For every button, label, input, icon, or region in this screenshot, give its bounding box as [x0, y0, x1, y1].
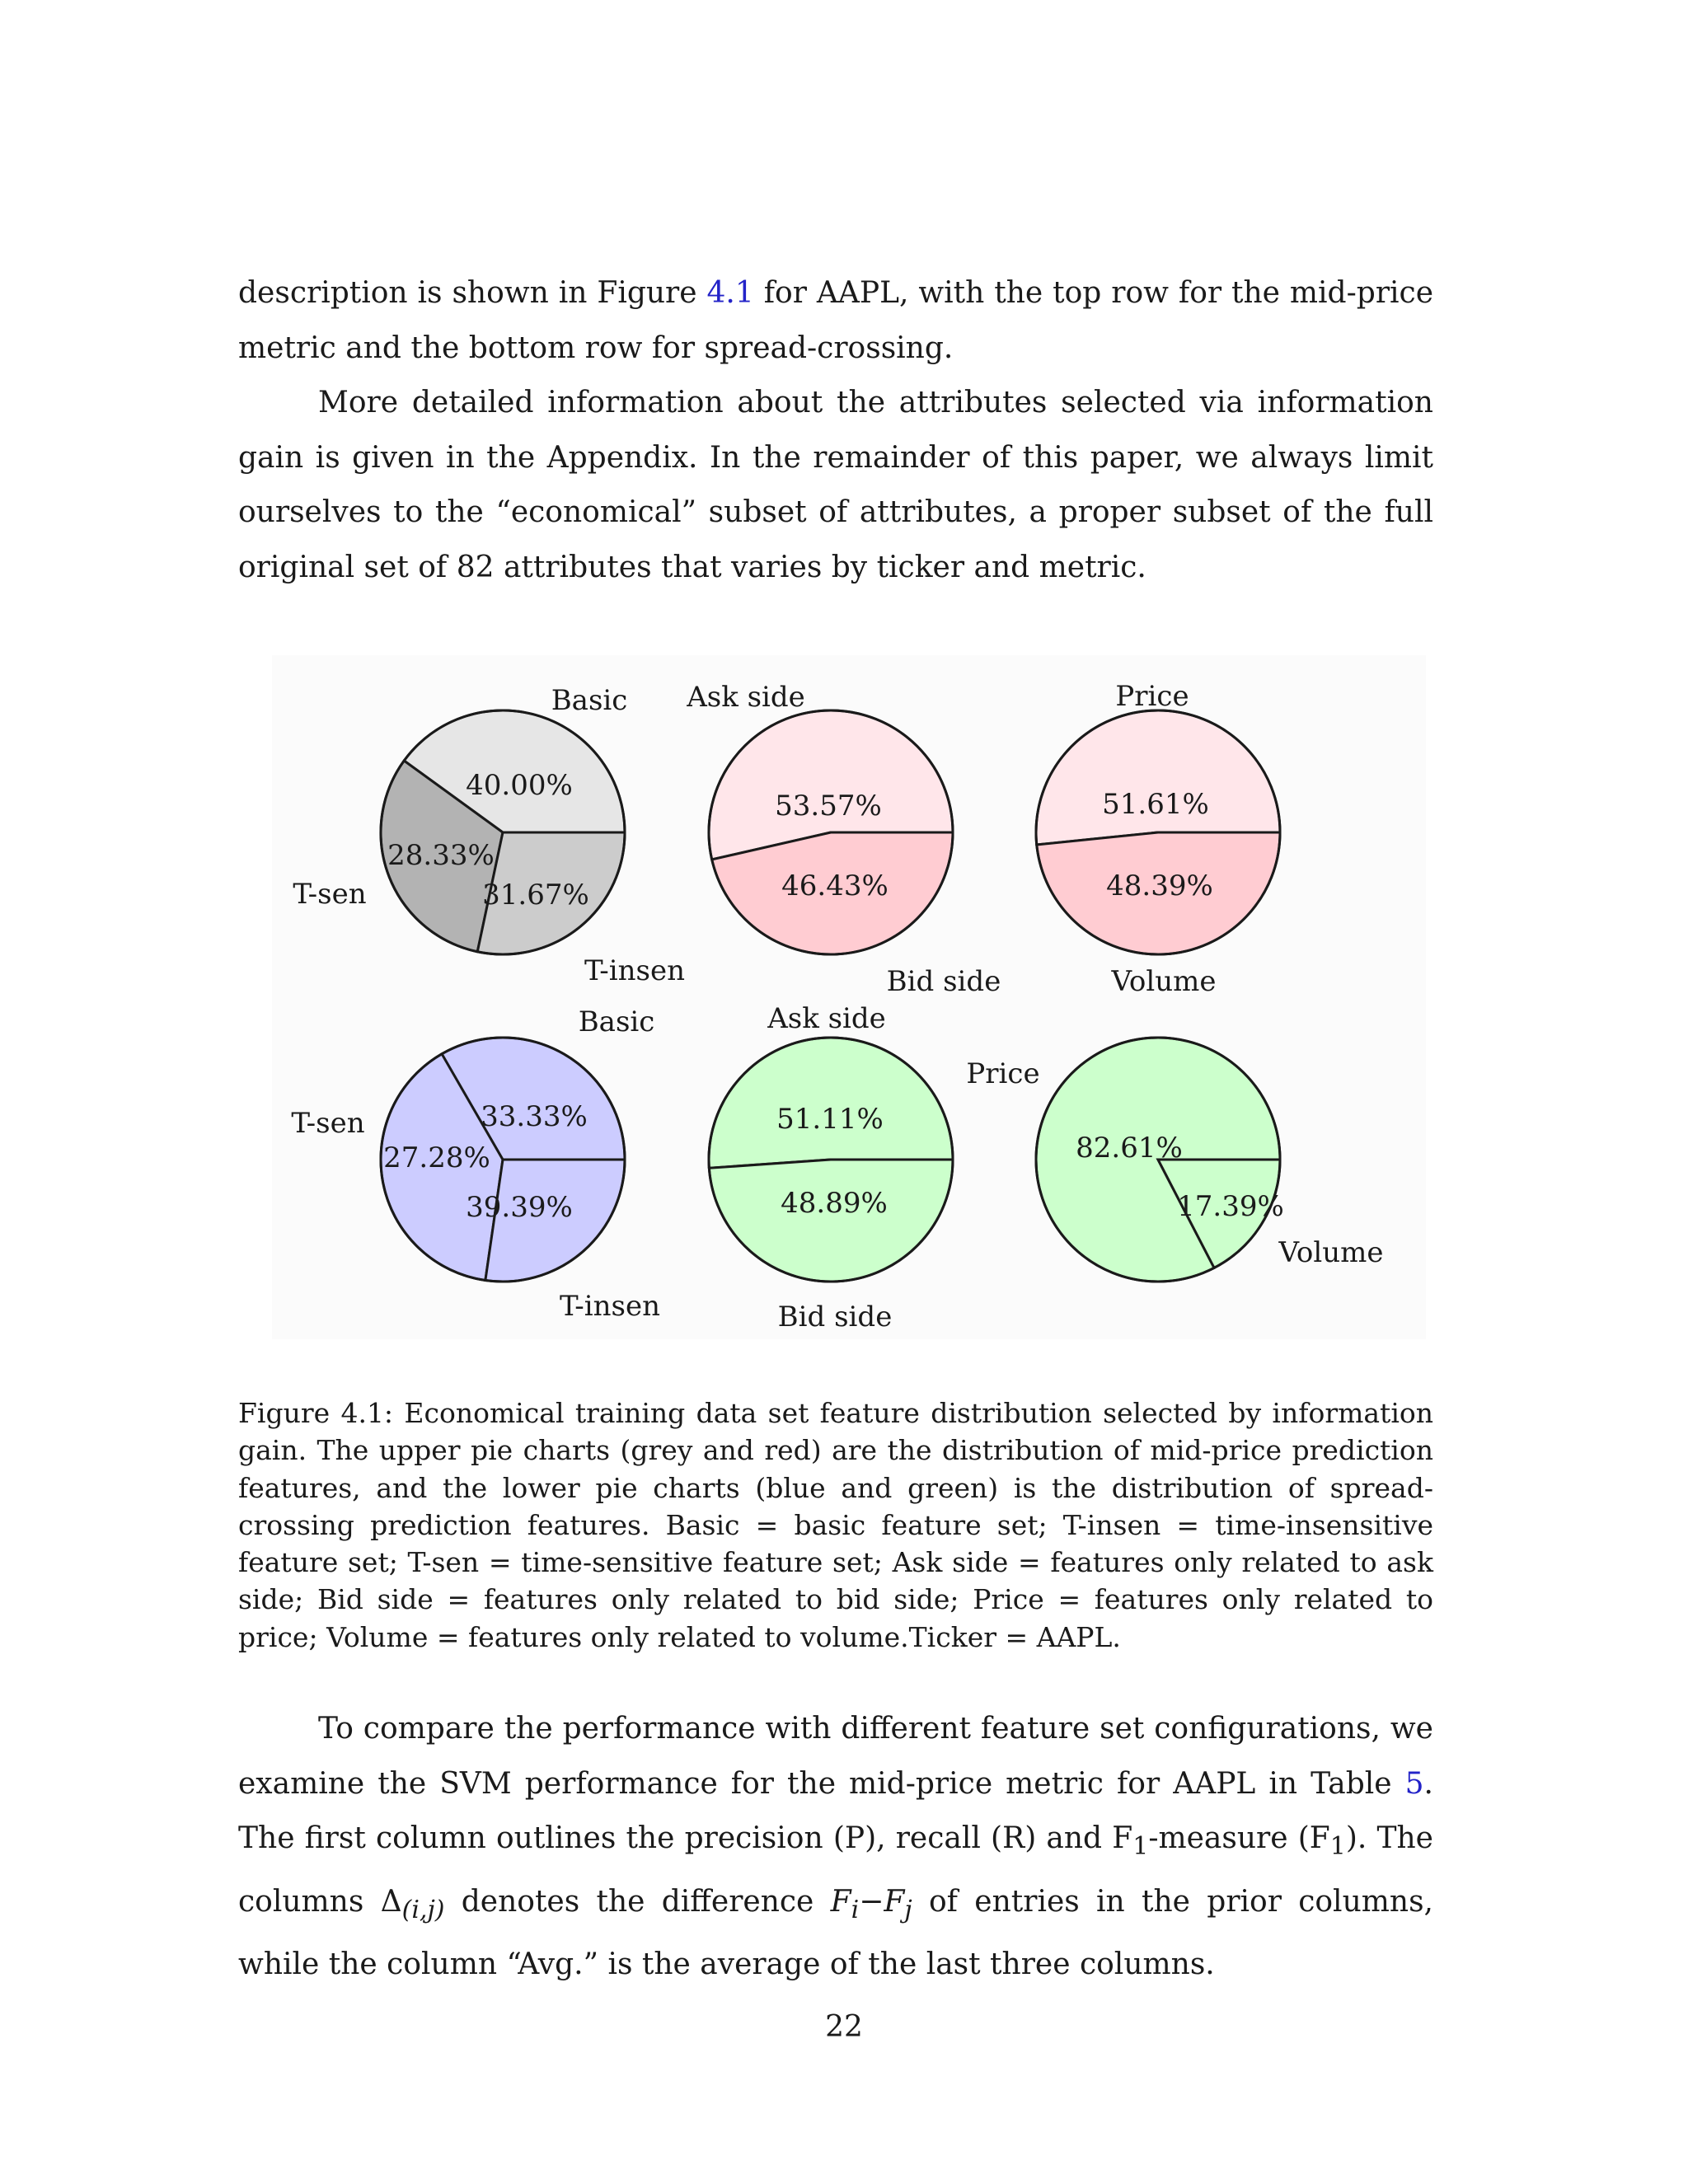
pie-value-label: 48.39%	[1106, 869, 1213, 902]
pie-category-label: T-sen	[291, 1107, 365, 1140]
caption-text: Economical training data set feature distribution selected by information gain. The upper pie charts (grey and red) are the distribution of mid-price prediction features, and the lower pie charts (blue and green) is the distribution of spread-crossing prediction features. Basic = basic feature set; T-insen = time-insensitive feature set; T-sen = time-sensitive feature set; Ask side = features only related to ask side; Bid side = features only related to bid side; Price = features only related to price; Volume = features only related to volume.Ticker = AAPL.	[238, 1397, 1433, 1653]
pie-category-label: Volume	[1278, 1236, 1384, 1269]
pie-value-label: 31.67%	[482, 879, 589, 912]
pie-category-label: Bid side	[886, 965, 1001, 998]
pie-category-label: Basic	[551, 684, 628, 717]
pie-value-label: 27.28%	[383, 1141, 490, 1174]
pie-slice-bid-side	[709, 1160, 953, 1282]
pie-value-label: 33.33%	[481, 1100, 588, 1133]
pie-category-label: T-insen	[584, 954, 686, 987]
table-reference-link[interactable]: 5	[1404, 1766, 1424, 1801]
paragraph-attributes: More detailed information about the attributes selected via information gain is given in the Appendix. In the remainder of this paper, we always limit ourselves to the “economical” subset of attributes, a proper subset of the full original set of 82 attributes that varies by ticker and metric.	[238, 386, 1433, 584]
pie-value-label: 40.00%	[466, 769, 573, 802]
pie-value-label: 53.57%	[775, 790, 882, 823]
pie-category-label: Ask side	[687, 681, 805, 714]
page-number: 22	[825, 2010, 863, 2044]
pie-value-label: 46.43%	[781, 869, 889, 902]
paragraph-comparison: To compare the performance with different feature set configurations, we examine the SVM performance for the mid-price metric for AAPL in Table 5. The first column outlines the precision (P), recall (R) and $F_1$-measure $(F_1)$. The columns $\Delta_{(i,j)}$ denotes the difference $F_i-F_j$ of entries in the prior columns, while the column “Avg.” is the average of the last three columns.	[238, 1712, 1433, 1982]
figure-reference-link[interactable]: 4.1	[706, 276, 754, 310]
pie-category-label: Basic	[578, 1005, 655, 1038]
pie-value-label: 82.61%	[1076, 1132, 1183, 1165]
caption-label: Figure 4.1:	[238, 1397, 394, 1429]
paragraph-figure-description: description is shown in Figure 4.1 for AAPL, with the top row for the mid-price metric and the bottom row for spread-crossing.	[238, 276, 1434, 365]
pie-value-label: 39.39%	[466, 1191, 573, 1224]
pie-category-label: Volume	[1111, 965, 1217, 998]
pie-value-label: 17.39%	[1177, 1190, 1284, 1223]
pie-charts-svg	[272, 655, 1426, 1339]
pie-category-label: Price	[1115, 680, 1189, 713]
pie-slice-price	[1036, 710, 1280, 845]
figure-caption	[238, 1394, 1433, 1656]
pie-value-label: 28.33%	[387, 839, 495, 872]
pie-category-label: Price	[966, 1057, 1040, 1090]
pie-category-label: T-sen	[293, 878, 367, 911]
pie-category-label: Ask side	[767, 1002, 886, 1035]
pie-value-label: 48.89%	[781, 1187, 888, 1220]
pie-category-label: T-insen	[559, 1290, 661, 1323]
pie-category-label: Bid side	[777, 1301, 893, 1333]
pie-value-label: 51.11%	[776, 1103, 884, 1136]
pie-value-label: 51.61%	[1102, 788, 1209, 821]
pie-chart-figure	[272, 655, 1426, 1339]
